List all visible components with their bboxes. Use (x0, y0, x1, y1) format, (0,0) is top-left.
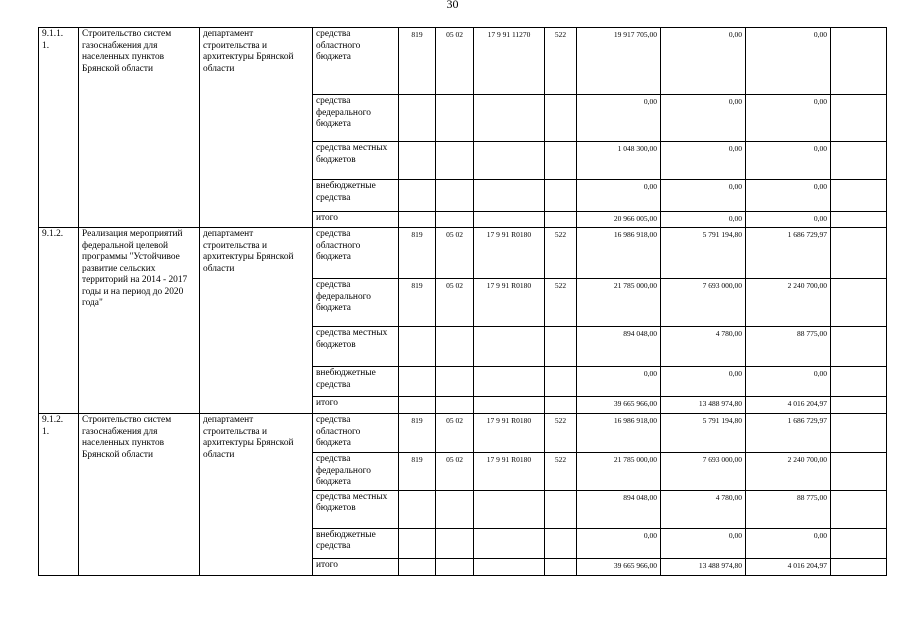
amount-year1-cell: 894 048,00 (577, 490, 661, 528)
funding-source-cell: средства федерального бюджета (313, 95, 399, 142)
executor-cell: департамент строительства и архитектуры Брянской области (200, 228, 313, 414)
empty-cell (831, 414, 887, 453)
table-row (39, 28, 887, 95)
grbs-code-cell (399, 180, 436, 212)
item-name-cell: Строительство систем газоснабжения для населенных пунктов Брянской области (79, 414, 200, 576)
expense-type-cell (545, 327, 577, 367)
amount-year3-cell: 1 686 729,97 (746, 414, 831, 453)
amount-year1-cell: 21 785 000,00 (577, 453, 661, 491)
amount-year3-cell: 0,00 (746, 142, 831, 180)
executor-cell: департамент строительства и архитектуры Брянской области (200, 28, 313, 228)
amount-year2-cell: 5 791 194,80 (661, 228, 746, 279)
amount-year2-cell: 13 488 974,80 (661, 397, 746, 414)
funding-source-cell: внебюджетные средства (313, 528, 399, 558)
target-article-cell (474, 180, 545, 212)
amount-year3-cell: 0,00 (746, 212, 831, 228)
amount-year2-cell: 0,00 (661, 142, 746, 180)
target-article-cell (474, 367, 545, 397)
empty-cell (831, 397, 887, 414)
amount-year3-cell: 0,00 (746, 28, 831, 95)
amount-year2-cell: 0,00 (661, 212, 746, 228)
empty-cell (831, 558, 887, 575)
funding-source-cell: средства областного бюджета (313, 414, 399, 453)
section-code-cell (436, 528, 474, 558)
amount-year1-cell: 39 665 966,00 (577, 397, 661, 414)
section-code-cell (436, 367, 474, 397)
expense-type-cell (545, 95, 577, 142)
item-name-cell: Строительство систем газоснабжения для населенных пунктов Брянской области (79, 28, 200, 228)
section-code-cell: 05 02 (436, 28, 474, 95)
funding-source-cell: итого (313, 558, 399, 575)
grbs-code-cell (399, 95, 436, 142)
amount-year3-cell: 0,00 (746, 528, 831, 558)
target-article-cell (474, 490, 545, 528)
section-code-cell (436, 397, 474, 414)
funding-source-cell: внебюджетные средства (313, 180, 399, 212)
grbs-code-cell (399, 528, 436, 558)
section-code-cell (436, 490, 474, 528)
expense-type-cell (545, 397, 577, 414)
empty-cell (831, 228, 887, 279)
funding-source-cell: итого (313, 397, 399, 414)
section-code-cell: 05 02 (436, 228, 474, 279)
item-number-cell: 9.1.2. (39, 228, 79, 414)
item-number-cell: 9.1.2. 1. (39, 414, 79, 576)
expense-type-cell: 522 (545, 453, 577, 491)
amount-year1-cell: 894 048,00 (577, 327, 661, 367)
grbs-code-cell: 819 (399, 279, 436, 327)
amount-year3-cell: 88 775,00 (746, 490, 831, 528)
amount-year2-cell: 0,00 (661, 528, 746, 558)
page-number: 30 (446, 0, 459, 11)
empty-cell (831, 142, 887, 180)
expense-type-cell (545, 558, 577, 575)
target-article-cell (474, 142, 545, 180)
amount-year2-cell: 7 693 000,00 (661, 453, 746, 491)
amount-year1-cell: 19 917 705,00 (577, 28, 661, 95)
amount-year1-cell: 0,00 (577, 180, 661, 212)
amount-year1-cell: 1 048 300,00 (577, 142, 661, 180)
grbs-code-cell (399, 367, 436, 397)
amount-year1-cell: 0,00 (577, 95, 661, 142)
funding-source-cell: внебюджетные средства (313, 367, 399, 397)
amount-year1-cell: 39 665 966,00 (577, 558, 661, 575)
funding-source-cell: средства местных бюджетов (313, 327, 399, 367)
amount-year1-cell: 0,00 (577, 367, 661, 397)
amount-year3-cell: 4 016 204,97 (746, 558, 831, 575)
executor-cell: департамент строительства и архитектуры Брянской области (200, 414, 313, 576)
expense-type-cell (545, 528, 577, 558)
grbs-code-cell (399, 142, 436, 180)
amount-year2-cell: 7 693 000,00 (661, 279, 746, 327)
funding-source-cell: средства местных бюджетов (313, 142, 399, 180)
grbs-code-cell (399, 490, 436, 528)
grbs-code-cell (399, 397, 436, 414)
amount-year3-cell: 2 240 700,00 (746, 453, 831, 491)
section-code-cell (436, 558, 474, 575)
grbs-code-cell (399, 212, 436, 228)
target-article-cell (474, 558, 545, 575)
funding-source-cell: средства федерального бюджета (313, 453, 399, 491)
target-article-cell (474, 212, 545, 228)
section-code-cell (436, 95, 474, 142)
section-code-cell (436, 180, 474, 212)
expense-type-cell (545, 142, 577, 180)
section-code-cell: 05 02 (436, 279, 474, 327)
empty-cell (831, 528, 887, 558)
amount-year3-cell: 2 240 700,00 (746, 279, 831, 327)
grbs-code-cell: 819 (399, 453, 436, 491)
expense-type-cell: 522 (545, 279, 577, 327)
target-article-cell: 17 9 91 R0180 (474, 228, 545, 279)
amount-year2-cell: 13 488 974,80 (661, 558, 746, 575)
empty-cell (831, 453, 887, 491)
funding-source-cell: средства местных бюджетов (313, 490, 399, 528)
grbs-code-cell (399, 558, 436, 575)
amount-year3-cell: 88 775,00 (746, 327, 831, 367)
section-code-cell: 05 02 (436, 414, 474, 453)
empty-cell (831, 279, 887, 327)
expense-type-cell (545, 490, 577, 528)
section-code-cell (436, 212, 474, 228)
amount-year3-cell: 1 686 729,97 (746, 228, 831, 279)
target-article-cell (474, 397, 545, 414)
amount-year1-cell: 16 986 918,00 (577, 228, 661, 279)
expense-type-cell: 522 (545, 414, 577, 453)
empty-cell (831, 95, 887, 142)
section-code-cell (436, 327, 474, 367)
table-row (39, 414, 887, 453)
budget-table (38, 27, 887, 576)
target-article-cell (474, 327, 545, 367)
amount-year3-cell: 0,00 (746, 180, 831, 212)
empty-cell (831, 327, 887, 367)
amount-year2-cell: 0,00 (661, 367, 746, 397)
expense-type-cell: 522 (545, 28, 577, 95)
grbs-code-cell: 819 (399, 228, 436, 279)
empty-cell (831, 180, 887, 212)
amount-year2-cell: 5 791 194,80 (661, 414, 746, 453)
amount-year2-cell: 0,00 (661, 95, 746, 142)
target-article-cell (474, 528, 545, 558)
amount-year1-cell: 21 785 000,00 (577, 279, 661, 327)
amount-year2-cell: 4 780,00 (661, 327, 746, 367)
amount-year3-cell: 4 016 204,97 (746, 397, 831, 414)
funding-source-cell: средства областного бюджета (313, 228, 399, 279)
item-name-cell: Реализация мероприятий федеральной целевой программы "Устойчивое развитие сельских территорий на 2014 - 2017 годы и на период до 2020 года" (79, 228, 200, 414)
target-article-cell: 17 9 91 R0180 (474, 279, 545, 327)
section-code-cell: 05 02 (436, 453, 474, 491)
empty-cell (831, 367, 887, 397)
funding-source-cell: средства федерального бюджета (313, 279, 399, 327)
grbs-code-cell: 819 (399, 414, 436, 453)
amount-year3-cell: 0,00 (746, 95, 831, 142)
expense-type-cell: 522 (545, 228, 577, 279)
amount-year1-cell: 16 986 918,00 (577, 414, 661, 453)
amount-year1-cell: 20 966 005,00 (577, 212, 661, 228)
empty-cell (831, 28, 887, 95)
empty-cell (831, 212, 887, 228)
target-article-cell: 17 9 91 11270 (474, 28, 545, 95)
expense-type-cell (545, 180, 577, 212)
target-article-cell: 17 9 91 R0180 (474, 414, 545, 453)
grbs-code-cell: 819 (399, 28, 436, 95)
amount-year1-cell: 0,00 (577, 528, 661, 558)
funding-source-cell: средства областного бюджета (313, 28, 399, 95)
target-article-cell: 17 9 91 R0180 (474, 453, 545, 491)
amount-year2-cell: 0,00 (661, 28, 746, 95)
empty-cell (831, 490, 887, 528)
expense-type-cell (545, 367, 577, 397)
funding-source-cell: итого (313, 212, 399, 228)
item-number-cell: 9.1.1. 1. (39, 28, 79, 228)
amount-year2-cell: 4 780,00 (661, 490, 746, 528)
amount-year2-cell: 0,00 (661, 180, 746, 212)
expense-type-cell (545, 212, 577, 228)
grbs-code-cell (399, 327, 436, 367)
table-row (39, 228, 887, 279)
target-article-cell (474, 95, 545, 142)
section-code-cell (436, 142, 474, 180)
amount-year3-cell: 0,00 (746, 367, 831, 397)
